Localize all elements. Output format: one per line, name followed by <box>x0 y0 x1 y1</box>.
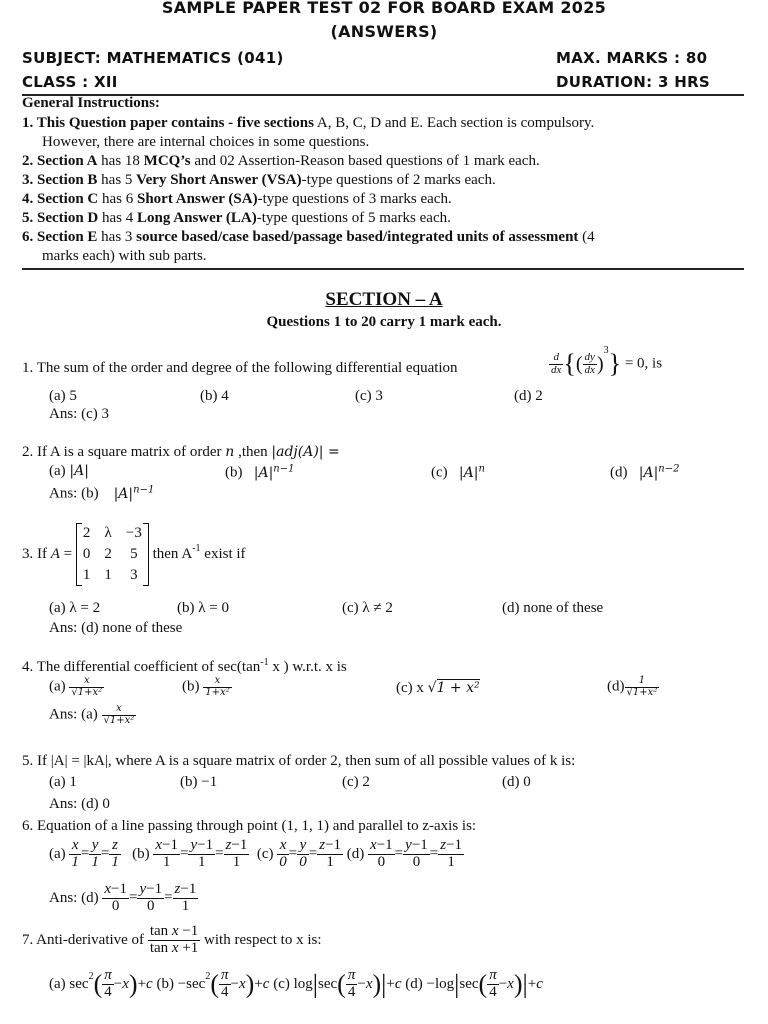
question-3-answer: Ans: (d) none of these <box>49 620 183 636</box>
instruction-6-rest: (4 <box>578 229 595 245</box>
question-6-options: (a) $\frac{x}{1}$ = $\frac{y}{1}$ = $\frac{z}{1}$ (b) $\frac{x-1}{1}$ = $\frac{y-1}{1}$ = $\frac{z-1}{1}$ (c) $\frac{x}{0}$ = $\frac{y}{0}$ = $\frac{z-1}{1}$ (d) $\frac{x-1}{0}$ = $\frac{y-1}{0}$ = $\frac{z-1}{1}$ <box>49 837 463 870</box>
question-7-tail: with respect to x is: <box>204 931 322 948</box>
instruction-3-text: has 5 <box>97 172 137 188</box>
question-1 <box>22 360 458 377</box>
instruction-2-section: 2. Section A <box>22 153 98 169</box>
instruction-2 <box>22 153 540 170</box>
instructions-heading: General Instructions: <box>22 95 160 111</box>
instruction-6-continued: marks each) with sub parts. <box>42 248 207 264</box>
question-4-stem-cont: x ) w.r.t. x is <box>268 659 347 675</box>
instruction-5-section: 5. Section D <box>22 210 99 226</box>
question-4-option-d: (d) $\frac{1}{\text{√1+x²}}$ <box>607 675 658 698</box>
instruction-3-bold: Very Short Answer (VSA) <box>136 172 302 188</box>
question-7: 7. Anti-derivative of $\frac{\text{tan x −1}}{\text{tan x +1}}$ with respect to x is: <box>22 923 322 956</box>
question-3-tail: then A <box>148 546 193 562</box>
question-6-answer-label: Ans: (d) <box>49 889 99 906</box>
question-1-option-a: (a) 5 <box>49 388 77 404</box>
question-4-option-c: (c) x √1 + x² <box>396 680 480 696</box>
instruction-6 <box>22 229 595 246</box>
question-3: 3. If A = 2 λ −3 0 2 5 1 1 3 then $A^{-1}$ exist if <box>22 523 246 586</box>
question-2-option-d: (d) $|A|^{n-2}$ <box>610 463 680 481</box>
question-2-answer-label: Ans: (b) <box>49 485 99 502</box>
instruction-1-bold: five sections <box>236 115 314 131</box>
matrix-cell: 3 <box>130 567 138 583</box>
instruction-5 <box>22 210 451 227</box>
question-2: 2. If A is a square matrix of order n ,then |adj(A)| = <box>22 444 340 460</box>
question-3-option-c: (c) λ ≠ 2 <box>342 600 393 616</box>
matrix-cell: 2 <box>104 546 112 562</box>
question-4-option-b-label: (b) <box>182 678 200 695</box>
question-2-answer: Ans: (b) $|A|^{n-1}$ <box>49 484 155 502</box>
instruction-3-rest: -type questions of 2 marks each. <box>301 172 496 188</box>
instruction-2-rest: and 02 Assertion-Reason based questions of 1 mark each. <box>190 153 540 169</box>
instruction-1-text: A, B, C, D and E. Each section is compulsory. <box>314 115 595 131</box>
instruction-4-rest: -type questions of 3 marks each. <box>257 191 452 207</box>
matrix-cell: 2 <box>82 525 91 541</box>
question-1-equation: $\frac{d}{dx}$ {( $\frac{dy}{dx}$ )$^3$} = 0, is <box>551 345 663 378</box>
question-4-option-c-label: (c) x <box>396 680 424 696</box>
question-5-option-c: (c) 2 <box>342 774 370 790</box>
question-3-option-a: (a) λ = 2 <box>49 600 101 616</box>
question-3-stem: 3. If <box>22 546 51 562</box>
instruction-6-bold: source based/case based/passage based/integrated units of assessment <box>136 229 579 245</box>
question-6-option-c: (c) <box>256 845 274 862</box>
instruction-1 <box>22 115 594 132</box>
question-4-stem: 4. The differential coefficient of sec(tan <box>22 659 261 675</box>
question-2-option-a-label: (a) <box>49 463 70 479</box>
question-2-stem-cont: ,then <box>234 444 272 460</box>
question-7-option-a: (a) sec <box>49 975 89 992</box>
question-2-option-a: (a) |A| <box>49 463 89 479</box>
question-1-option-d: (d) 2 <box>514 388 543 404</box>
instruction-2-bold: MCQ’s <box>143 153 191 169</box>
question-3-tail2: exist if <box>200 546 246 562</box>
question-7-option-d: (d) −log <box>405 975 455 992</box>
question-6: 6. Equation of a line passing through point (1, 1, 1) and parallel to z-axis is: <box>22 818 477 834</box>
instruction-5-bold: Long Answer (LA) <box>137 210 257 226</box>
question-5-option-d: (d) 0 <box>502 774 531 790</box>
instruction-4-text: has 6 <box>98 191 137 207</box>
instruction-3 <box>22 172 496 189</box>
instruction-6-section: 6. Section E <box>22 229 98 245</box>
instruction-4-bold: Short Answer (SA) <box>137 191 258 207</box>
question-4-answer: Ans: (a) $\frac{x}{\text{√1+x²}}$ <box>49 703 135 726</box>
matrix-cell: 1 <box>82 567 91 583</box>
question-4-answer-label: Ans: (a) <box>49 706 98 723</box>
instruction-3-section: 3. Section B <box>22 172 98 188</box>
question-5: 5. If |A| = |kA|, where A is a square matrix of order 2, then sum of all possible values of k is: <box>22 753 576 769</box>
instructions-divider <box>22 268 744 270</box>
class-label: CLASS : XII <box>22 73 118 91</box>
question-3-matrix <box>76 523 149 586</box>
question-7-option-b: (b) −sec <box>156 975 206 992</box>
instruction-1-number: 1. This Question paper contains - <box>22 115 237 131</box>
question-7-option-c: (c) log <box>273 975 313 992</box>
question-5-option-a: (a) 1 <box>49 774 77 790</box>
question-2-option-b-label: (b) <box>225 464 243 481</box>
question-1-stem: 1. The sum of the order and degree of the following differential equation <box>22 360 458 376</box>
question-5-answer: Ans: (d) 0 <box>49 796 110 812</box>
question-2-option-c: (c) $|A|^n$ <box>431 463 485 481</box>
instruction-1-continued: However, there are internal choices in some questions. <box>42 134 370 150</box>
question-7-options: (a) $\sec^2$( $\frac{\pi}{4}$ −x)+c $(b) -\sec^2$( $\frac{\pi}{4}$ −x)+c (c) log|sec( $\frac{\pi}{4}$ −x)|+c (d) −log|sec( $\frac{\pi}{4}$ −x)|+c <box>49 967 543 1000</box>
matrix-cell: 1 <box>104 567 112 583</box>
question-6-option-b: (b) <box>132 845 150 862</box>
matrix-cell: −3 <box>125 525 142 541</box>
matrix-cell: 0 <box>82 546 91 562</box>
question-2-stem: 2. If A is a square matrix of order <box>22 444 226 460</box>
question-1-tail: = 0, is <box>621 355 663 372</box>
question-4-option-d-label: (d) <box>607 678 625 695</box>
question-2-option-c-label: (c) <box>431 464 448 481</box>
question-7-stem: 7. Anti-derivative of <box>22 931 145 948</box>
question-4-option-b: (b) $\frac{x}{\text{1+x²}}$ <box>182 675 230 698</box>
instruction-5-rest: -type questions of 5 marks each. <box>256 210 451 226</box>
instruction-4-section: 4. Section C <box>22 191 99 207</box>
instruction-4 <box>22 191 452 208</box>
duration-label: DURATION: 3 HRS <box>556 73 711 91</box>
matrix-cell: λ <box>104 525 112 541</box>
question-4: 4. The differential coefficient of $\sec(\tan^{-1}$ x ) w.r.t. x is <box>22 657 347 675</box>
question-6-option-a: (a) <box>49 845 66 862</box>
instruction-2-text: has 18 <box>97 153 144 169</box>
question-1-option-b: (b) 4 <box>200 388 229 404</box>
question-1-answer: Ans: (c) 3 <box>49 406 109 422</box>
question-3-option-b: (b) λ = 0 <box>177 600 229 616</box>
question-4-option-a-label: (a) <box>49 678 66 695</box>
instruction-6-text: has 3 <box>97 229 137 245</box>
question-4-option-a: (a) $\frac{x}{\text{√1+x²}}$ <box>49 675 103 698</box>
question-1-option-c: (c) 3 <box>355 388 383 404</box>
question-2-option-d-label: (d) <box>610 464 628 481</box>
paper-subtitle: (ANSWERS) <box>330 22 438 41</box>
section-title: SECTION – A <box>325 289 443 310</box>
subject-label: SUBJECT: MATHEMATICS (041) <box>22 49 284 67</box>
question-6-answer: Ans: (d) $\frac{x-1}{0}$ = $\frac{y-1}{0}$ = $\frac{z-1}{1}$ <box>49 881 197 914</box>
question-5-option-b: (b) −1 <box>180 774 218 790</box>
question-2-option-b: (b) $|A|^{n-1}$ <box>225 463 295 481</box>
max-marks-label: MAX. MARKS : 80 <box>556 49 708 67</box>
section-subtitle: Questions 1 to 20 carry 1 mark each. <box>266 314 502 330</box>
paper-title: SAMPLE PAPER TEST 02 FOR BOARD EXAM 2025 <box>161 0 607 17</box>
instruction-5-text: has 4 <box>98 210 137 226</box>
question-3-option-d: (d) none of these <box>502 600 604 616</box>
question-6-option-d: (d) <box>346 845 365 862</box>
matrix-cell: 5 <box>130 546 138 562</box>
